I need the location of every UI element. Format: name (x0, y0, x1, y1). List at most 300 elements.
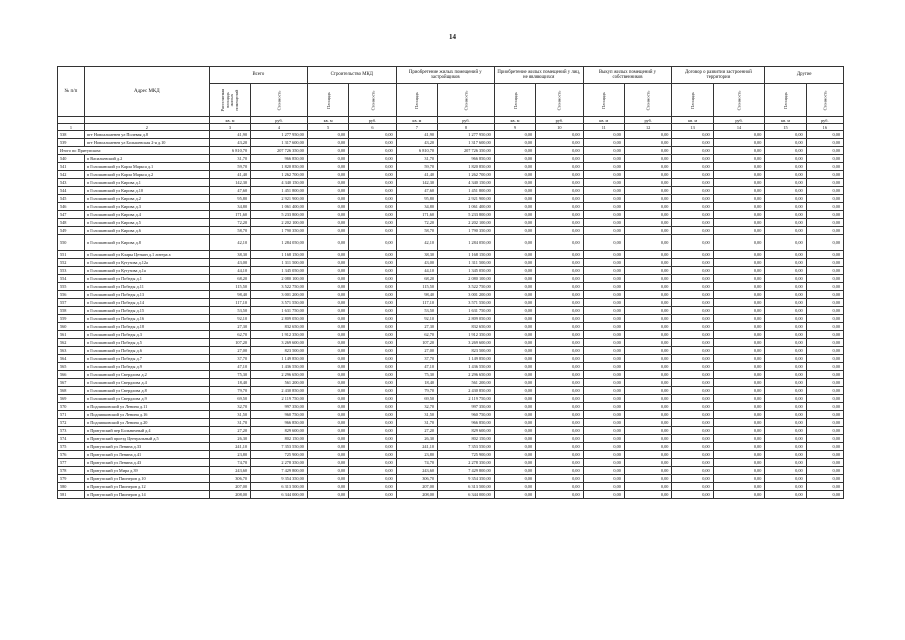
developer-area: 74,70 (396, 459, 437, 467)
total-area: 41,40 (209, 171, 250, 179)
developer-area: 43,00 (396, 259, 437, 267)
developer-cost: 832 650,00 (438, 323, 495, 331)
total-cost: 1 436 550,00 (251, 363, 308, 371)
construction-area: 0,00 (307, 379, 348, 387)
other-area: 0,00 (672, 291, 713, 299)
total-cost: 1 284 050,00 (251, 235, 308, 251)
unit-cost: руб. (251, 117, 308, 124)
group-header: Всего (209, 67, 307, 84)
construction-area: 0,00 (307, 163, 348, 171)
other-area: 0,00 (765, 315, 806, 323)
other-cost: 0,00 (536, 179, 584, 187)
other-cost: 0,00 (806, 251, 843, 259)
developer-cost: 823 500,00 (438, 347, 495, 355)
total-cost: 561 200,00 (251, 379, 308, 387)
other-cost: 0,00 (713, 331, 765, 339)
construction-area: 0,00 (307, 131, 348, 139)
other-area: 0,00 (494, 371, 535, 379)
row-address: п Притупский ул Ленина д.43 (84, 459, 209, 467)
section-label: Итого по Притупском: (58, 147, 210, 155)
unit-cost: руб. (806, 117, 843, 124)
other-area: 0,00 (672, 211, 713, 219)
total-cost: 823 500,00 (251, 347, 308, 355)
other-area: 0,00 (765, 355, 806, 363)
row-number: 545 (58, 195, 85, 203)
other-area: 0,00 (765, 259, 806, 267)
other-area: 0,00 (494, 259, 535, 267)
total-cost: 1 149 850,00 (251, 355, 308, 363)
group-header: Приобретение жилых помещений у лиц, не являющихся (494, 67, 583, 84)
other-cost: 0,00 (536, 299, 584, 307)
row-number: 539 (58, 139, 85, 147)
construction-area: 0,00 (307, 459, 348, 467)
other-cost: 0,00 (536, 315, 584, 323)
other-cost: 0,00 (624, 219, 672, 227)
other-area: 0,00 (765, 131, 806, 139)
unit-cell (58, 117, 85, 124)
row-address: п Притупский пер Больничный д.4 (84, 427, 209, 435)
other-cost: 0,00 (806, 347, 843, 355)
total-area: 171,60 (209, 211, 250, 219)
other-cost: 0,00 (624, 443, 672, 451)
cost-header (438, 84, 495, 117)
area-header (209, 84, 250, 117)
other-cost: 0,00 (624, 211, 672, 219)
other-area: 0,00 (583, 451, 624, 459)
table-row (58, 155, 844, 163)
construction-area: 0,00 (307, 411, 348, 419)
other-area: 0,00 (494, 139, 535, 147)
construction-area: 0,00 (307, 235, 348, 251)
other-area: 0,00 (672, 403, 713, 411)
other-area: 0,00 (494, 419, 535, 427)
other-area: 0,00 (672, 363, 713, 371)
construction-cost: 0,00 (349, 403, 397, 411)
other-area: 0,00 (494, 251, 535, 259)
other-area: 0,00 (494, 379, 535, 387)
developer-area: 117,10 (396, 299, 437, 307)
total-cost: 802 150,00 (251, 435, 308, 443)
construction-cost: 0,00 (349, 195, 397, 203)
other-area: 0,00 (583, 187, 624, 195)
other-area: 0,00 (765, 435, 806, 443)
other-cost: 0,00 (713, 395, 765, 403)
row-address: п Притупский проезд Центральный д.5 (84, 435, 209, 443)
column-number: 16 (806, 124, 843, 131)
unit-cost: руб. (349, 117, 397, 124)
area-header (494, 84, 535, 117)
construction-cost: 0,00 (349, 411, 397, 419)
row-address: п Притупский ул Ленина д.41 (84, 451, 209, 459)
other-cost: 0,00 (536, 131, 584, 139)
row-address: п Голошанский ул Победы д.7 (84, 355, 209, 363)
other-cost: 0,00 (713, 419, 765, 427)
total-cost: 7 429 800,00 (251, 467, 308, 475)
other-area: 0,00 (494, 387, 535, 395)
other-cost: 0,00 (624, 283, 672, 291)
other-cost: 0,00 (713, 379, 765, 387)
total-cost: 2 080 100,00 (251, 275, 308, 283)
table-row (58, 283, 844, 291)
other-area: 0,00 (765, 395, 806, 403)
total-cost: 1 168 150,00 (251, 251, 308, 259)
other-area: 0,00 (672, 139, 713, 147)
group-header: Приобретение жилых помещений у застройщиков (396, 67, 494, 84)
unit-area: кв. м (672, 117, 713, 124)
other-area: 0,00 (583, 459, 624, 467)
other-area: 0,00 (494, 435, 535, 443)
column-number: 4 (251, 124, 308, 131)
table-row (58, 339, 844, 347)
row-address: п Притупский ул Мира д.39 (84, 467, 209, 475)
total-area: 142,30 (209, 179, 250, 187)
other-area: 0,00 (672, 315, 713, 323)
other-area: 0,00 (494, 331, 535, 339)
unit-cell (84, 117, 209, 124)
other-cost: 0,00 (806, 187, 843, 195)
other-cost: 0,00 (806, 163, 843, 171)
other-area: 0,00 (494, 339, 535, 347)
developer-area: 31,70 (396, 419, 437, 427)
construction-cost: 0,00 (349, 435, 397, 443)
row-address: п Голошанский ул Карла Маркса д.2 (84, 171, 209, 179)
row-number: 559 (58, 315, 85, 323)
total-cost: 960 750,00 (251, 411, 308, 419)
construction-area: 0,00 (307, 211, 348, 219)
row-number: 574 (58, 435, 85, 443)
table-body (58, 131, 844, 499)
other-cost: 0,00 (536, 347, 584, 355)
other-cost: 0,00 (624, 491, 672, 499)
other-cost: 0,00 (624, 147, 672, 155)
other-cost: 0,00 (536, 323, 584, 331)
unit-area: кв. м (396, 117, 437, 124)
construction-cost: 0,00 (349, 203, 397, 211)
other-area: 0,00 (494, 163, 535, 171)
construction-area: 0,00 (307, 291, 348, 299)
other-area: 0,00 (672, 299, 713, 307)
construction-area: 0,00 (307, 315, 348, 323)
construction-cost: 0,00 (349, 451, 397, 459)
other-area: 0,00 (672, 419, 713, 427)
other-cost: 0,00 (713, 195, 765, 203)
other-cost: 0,00 (713, 387, 765, 395)
other-area: 0,00 (672, 203, 713, 211)
developer-cost: 997 350,00 (438, 403, 495, 411)
column-number: 14 (713, 124, 765, 131)
row-number: 581 (58, 491, 85, 499)
other-cost: 0,00 (536, 139, 584, 147)
developer-cost: 1 317 600,00 (438, 139, 495, 147)
developer-cost: 3 269 600,00 (438, 339, 495, 347)
other-cost: 0,00 (806, 443, 843, 451)
developer-area: 115,50 (396, 283, 437, 291)
developer-area: 95,80 (396, 195, 437, 203)
total-area: 62,70 (209, 331, 250, 339)
other-cost: 0,00 (806, 467, 843, 475)
other-cost: 0,00 (713, 235, 765, 251)
other-area: 0,00 (672, 227, 713, 235)
other-cost: 0,00 (713, 371, 765, 379)
other-area: 0,00 (765, 227, 806, 235)
other-cost: 0,00 (624, 163, 672, 171)
other-area: 0,00 (583, 379, 624, 387)
cost-header (624, 84, 672, 117)
construction-area: 0,00 (307, 467, 348, 475)
developer-area: 58,70 (396, 227, 437, 235)
area-header (765, 84, 806, 117)
developer-cost: 1 820 850,00 (438, 163, 495, 171)
other-cost: 0,00 (806, 395, 843, 403)
construction-area: 0,00 (307, 147, 348, 155)
total-cost: 2 430 850,00 (251, 387, 308, 395)
construction-area: 0,00 (307, 435, 348, 443)
total-cost: 2 119 750,00 (251, 395, 308, 403)
other-cost: 0,00 (536, 339, 584, 347)
row-address: п Голошанский ул Победы д.1 (84, 275, 209, 283)
construction-area: 0,00 (307, 475, 348, 483)
total-area: 34,80 (209, 203, 250, 211)
cost-header-label: Стоимость (463, 90, 469, 110)
row-address: п Голошанский ул Кутузова д.1а (84, 267, 209, 275)
other-area: 0,00 (672, 283, 713, 291)
table-row (58, 323, 844, 331)
developer-area: 207,00 (396, 483, 437, 491)
other-area: 0,00 (494, 427, 535, 435)
other-cost: 0,00 (536, 307, 584, 315)
total-area: 47,60 (209, 187, 250, 195)
unit-area: кв. м (494, 117, 535, 124)
total-area: 74,70 (209, 459, 250, 467)
row-number: 564 (58, 355, 85, 363)
table-row (58, 267, 844, 275)
total-cost: 1 820 850,00 (251, 163, 308, 171)
other-area: 0,00 (765, 411, 806, 419)
other-area: 0,00 (672, 387, 713, 395)
developer-cost: 2 430 850,00 (438, 387, 495, 395)
other-cost: 0,00 (806, 419, 843, 427)
other-area: 0,00 (672, 195, 713, 203)
table-row (58, 459, 844, 467)
other-area: 0,00 (672, 155, 713, 163)
other-area: 0,00 (765, 155, 806, 163)
other-area: 0,00 (672, 467, 713, 475)
row-number: 546 (58, 203, 85, 211)
construction-cost: 0,00 (349, 251, 397, 259)
construction-cost: 0,00 (349, 459, 397, 467)
total-area: 107,20 (209, 339, 250, 347)
other-area: 0,00 (672, 219, 713, 227)
other-cost: 0,00 (624, 187, 672, 195)
developer-cost: 2 202 100,00 (438, 219, 495, 227)
other-cost: 0,00 (806, 179, 843, 187)
developer-cost: 966 850,00 (438, 419, 495, 427)
other-area: 0,00 (672, 147, 713, 155)
total-cost: 1 317 600,00 (251, 139, 308, 147)
total-area: 79,70 (209, 387, 250, 395)
construction-area: 0,00 (307, 267, 348, 275)
other-cost: 0,00 (536, 483, 584, 491)
table-row (58, 227, 844, 235)
table-row (58, 411, 844, 419)
total-cost: 997 350,00 (251, 403, 308, 411)
other-cost: 0,00 (536, 459, 584, 467)
developer-area: 75,30 (396, 371, 437, 379)
row-number: 566 (58, 371, 85, 379)
developer-cost: 2 278 350,00 (438, 459, 495, 467)
construction-cost: 0,00 (349, 235, 397, 251)
other-area: 0,00 (672, 259, 713, 267)
total-area: 31,70 (209, 155, 250, 163)
other-cost: 0,00 (806, 131, 843, 139)
total-cost: 3 269 600,00 (251, 339, 308, 347)
construction-cost: 0,00 (349, 371, 397, 379)
row-address: п Притупский ул Пионеров д.14 (84, 491, 209, 499)
total-cost: 1 262 700,00 (251, 171, 308, 179)
cost-header (713, 84, 765, 117)
other-area: 0,00 (494, 179, 535, 187)
row-number: 553 (58, 267, 85, 275)
construction-area: 0,00 (307, 259, 348, 267)
other-area: 0,00 (765, 187, 806, 195)
other-area: 0,00 (494, 411, 535, 419)
other-cost: 0,00 (713, 179, 765, 187)
developer-cost: 1 451 800,00 (438, 187, 495, 195)
construction-area: 0,00 (307, 307, 348, 315)
developer-cost: 1 912 350,00 (438, 331, 495, 339)
cost-header-label: Стоимость (369, 90, 375, 110)
total-cost: 725 900,00 (251, 451, 308, 459)
other-cost: 0,00 (806, 155, 843, 163)
other-cost: 0,00 (806, 427, 843, 435)
developer-area: 59,70 (396, 163, 437, 171)
other-cost: 0,00 (536, 355, 584, 363)
total-area: 27,20 (209, 427, 250, 435)
construction-area: 0,00 (307, 419, 348, 427)
construction-area: 0,00 (307, 427, 348, 435)
construction-cost: 0,00 (349, 443, 397, 451)
developer-area: 72,20 (396, 219, 437, 227)
unit-area: кв. м (307, 117, 348, 124)
construction-cost: 0,00 (349, 283, 397, 291)
other-area: 0,00 (765, 483, 806, 491)
construction-cost: 0,00 (349, 339, 397, 347)
total-area: 44,10 (209, 267, 250, 275)
total-cost: 1 451 800,00 (251, 187, 308, 195)
other-area: 0,00 (765, 475, 806, 483)
other-area: 0,00 (765, 491, 806, 499)
other-area: 0,00 (672, 371, 713, 379)
other-cost: 0,00 (536, 419, 584, 427)
developer-area: 62,70 (396, 331, 437, 339)
row-number: 578 (58, 467, 85, 475)
other-area: 0,00 (494, 451, 535, 459)
construction-area: 0,00 (307, 251, 348, 259)
developer-area: 92,10 (396, 315, 437, 323)
developer-area: 42,10 (396, 235, 437, 251)
other-cost: 0,00 (536, 283, 584, 291)
construction-area: 0,00 (307, 195, 348, 203)
other-cost: 0,00 (713, 443, 765, 451)
developer-cost: 1 061 400,00 (438, 203, 495, 211)
other-cost: 0,00 (806, 435, 843, 443)
other-area: 0,00 (494, 155, 535, 163)
developer-cost: 966 850,00 (438, 155, 495, 163)
other-cost: 0,00 (624, 155, 672, 163)
other-cost: 0,00 (624, 451, 672, 459)
other-cost: 0,00 (713, 459, 765, 467)
other-area: 0,00 (672, 251, 713, 259)
total-cost: 2 809 050,00 (251, 315, 308, 323)
row-address: п Подлипковский ул Ленина д.20 (84, 419, 209, 427)
row-address: п Подлипковский ул Ленина д.16 (84, 411, 209, 419)
developer-area: 41,40 (396, 171, 437, 179)
other-area: 0,00 (765, 467, 806, 475)
other-cost: 0,00 (536, 275, 584, 283)
other-cost: 0,00 (806, 403, 843, 411)
other-area: 0,00 (765, 459, 806, 467)
row-address: п Притупский ул Пионеров д.12 (84, 483, 209, 491)
developer-cost: 3 571 550,00 (438, 299, 495, 307)
table-row (58, 203, 844, 211)
row-number: 557 (58, 299, 85, 307)
other-cost: 0,00 (713, 475, 765, 483)
other-area: 0,00 (765, 291, 806, 299)
other-cost: 0,00 (806, 139, 843, 147)
developer-cost: 2 080 100,00 (438, 275, 495, 283)
other-cost: 0,00 (536, 291, 584, 299)
row-number: 569 (58, 395, 85, 403)
other-area: 0,00 (672, 323, 713, 331)
table-row (58, 403, 844, 411)
table-row (58, 475, 844, 483)
total-cost: 3 571 550,00 (251, 299, 308, 307)
total-cost: 966 850,00 (251, 155, 308, 163)
other-cost: 0,00 (624, 275, 672, 283)
construction-cost: 0,00 (349, 355, 397, 363)
other-cost: 0,00 (536, 435, 584, 443)
other-area: 0,00 (765, 403, 806, 411)
construction-cost: 0,00 (349, 363, 397, 371)
other-area: 0,00 (672, 395, 713, 403)
other-cost: 0,00 (806, 475, 843, 483)
other-area: 0,00 (494, 227, 535, 235)
other-area: 0,00 (765, 323, 806, 331)
other-cost: 0,00 (806, 171, 843, 179)
construction-cost: 0,00 (349, 299, 397, 307)
table-row (58, 355, 844, 363)
developer-area: 31,50 (396, 411, 437, 419)
other-area: 0,00 (494, 267, 535, 275)
other-area: 0,00 (583, 203, 624, 211)
table-row (58, 235, 844, 251)
developer-cost: 829 600,00 (438, 427, 495, 435)
table-row (58, 491, 844, 499)
row-address: п Притупский ул Пионеров д.10 (84, 475, 209, 483)
other-area: 0,00 (765, 283, 806, 291)
other-area: 0,00 (494, 363, 535, 371)
construction-area: 0,00 (307, 363, 348, 371)
total-area: 43,20 (209, 139, 250, 147)
construction-cost: 0,00 (349, 307, 397, 315)
column-number: 12 (624, 124, 672, 131)
total-cost: 5 233 800,00 (251, 211, 308, 219)
other-cost: 0,00 (713, 411, 765, 419)
row-number: 556 (58, 291, 85, 299)
row-address: п Голошанский ул Победы д.13 (84, 291, 209, 299)
other-area: 0,00 (583, 251, 624, 259)
row-address: п Голошанский ул Кутузова д.12а (84, 259, 209, 267)
